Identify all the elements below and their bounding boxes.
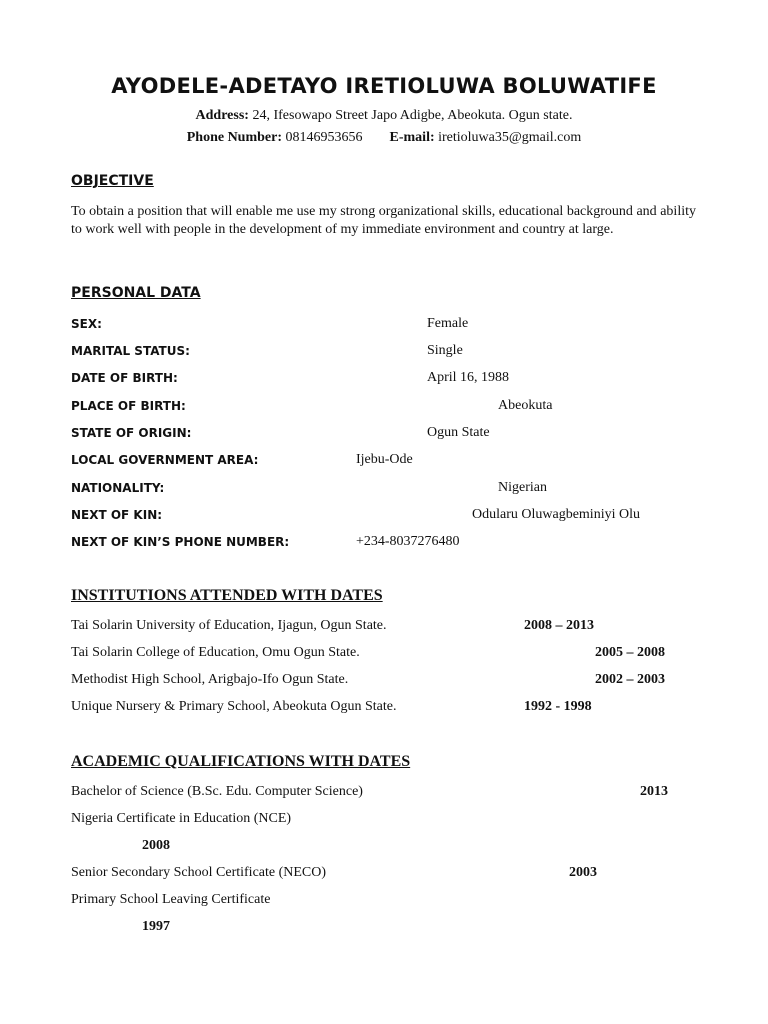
state-of-origin-label: STATE OF ORIGIN: xyxy=(71,426,192,440)
next-of-kin-label: NEXT OF KIN: xyxy=(71,508,163,522)
qualification-year: 2003 xyxy=(569,865,597,880)
institutions-heading: INSTITUTIONS ATTENDED WITH DATES xyxy=(71,587,383,604)
state-of-origin-value: Ogun State xyxy=(427,425,490,440)
contact-line xyxy=(0,130,768,146)
institution-name: Tai Solarin College of Education, Omu Ogun State. xyxy=(71,645,360,660)
date-of-birth-label: DATE OF BIRTH: xyxy=(71,371,178,385)
phone-value: 08146953656 xyxy=(285,130,363,145)
email-label: E-mail: xyxy=(389,130,435,145)
qualification-year: 1997 xyxy=(142,919,170,934)
phone-label: Phone Number: xyxy=(186,130,283,145)
institution-name: Methodist High School, Arigbajo-Ifo Ogun State. xyxy=(71,672,349,687)
qualification-name: Primary School Leaving Certificate xyxy=(71,892,271,907)
qualification-name: Bachelor of Science (B.Sc. Edu. Computer Science) xyxy=(71,784,363,799)
institution-name: Unique Nursery & Primary School, Abeokuta Ogun State. xyxy=(71,699,397,714)
next-of-kin-phone-label: NEXT OF KIN’S PHONE NUMBER: xyxy=(71,535,290,549)
place-of-birth-label: PLACE OF BIRTH: xyxy=(71,399,186,413)
marital-status-label: MARITAL STATUS: xyxy=(71,344,190,358)
sex-value: Female xyxy=(427,316,469,331)
address-line xyxy=(0,108,768,124)
date-of-birth-value: April 16, 1988 xyxy=(427,370,510,385)
institution-dates: 2002 – 2003 xyxy=(595,672,665,687)
qualifications-heading: ACADEMIC QUALIFICATIONS WITH DATES xyxy=(71,753,411,770)
qualification-name: Nigeria Certificate in Education (NCE) xyxy=(71,811,292,826)
next-of-kin-phone-value: +234-8037276480 xyxy=(356,534,460,549)
address-label: Address: xyxy=(195,108,249,123)
institution-name: Tai Solarin University of Education, Ijagun, Ogun State. xyxy=(71,618,387,633)
marital-status-value: Single xyxy=(427,343,463,358)
qualification-year: 2013 xyxy=(640,784,668,799)
objective-heading: OBJECTIVE xyxy=(71,173,154,189)
nationality-value: Nigerian xyxy=(498,480,547,495)
email-value: iretioluwa35@gmail.com xyxy=(438,130,582,145)
place-of-birth-value: Abeokuta xyxy=(498,398,553,413)
personal-data-heading: PERSONAL DATA xyxy=(71,285,201,301)
qualification-name: Senior Secondary School Certificate (NECO) xyxy=(71,865,327,880)
qualification-year: 2008 xyxy=(142,838,170,853)
applicant-name: AYODELE-ADETAYO IRETIOLUWA BOLUWATIFE xyxy=(111,74,657,98)
sex-label: SEX: xyxy=(71,317,102,331)
nationality-label: NATIONALITY: xyxy=(71,481,165,495)
institution-dates: 2005 – 2008 xyxy=(595,645,665,660)
institution-dates: 1992 - 1998 xyxy=(524,699,592,714)
address-value: 24, Ifesowapo Street Japo Adigbe, Abeokuta. Ogun state. xyxy=(252,108,573,123)
next-of-kin-value: Odularu Oluwagbeminiyi Olu xyxy=(472,507,640,522)
institution-dates: 2008 – 2013 xyxy=(524,618,594,633)
lga-label: LOCAL GOVERNMENT AREA: xyxy=(71,453,259,467)
objective-text: To obtain a position that will enable me use my strong organizational skills, educational background and ability to work well with people in the development of my immediate environment and country at large. xyxy=(71,204,696,237)
lga-value: Ijebu-Ode xyxy=(356,452,413,467)
